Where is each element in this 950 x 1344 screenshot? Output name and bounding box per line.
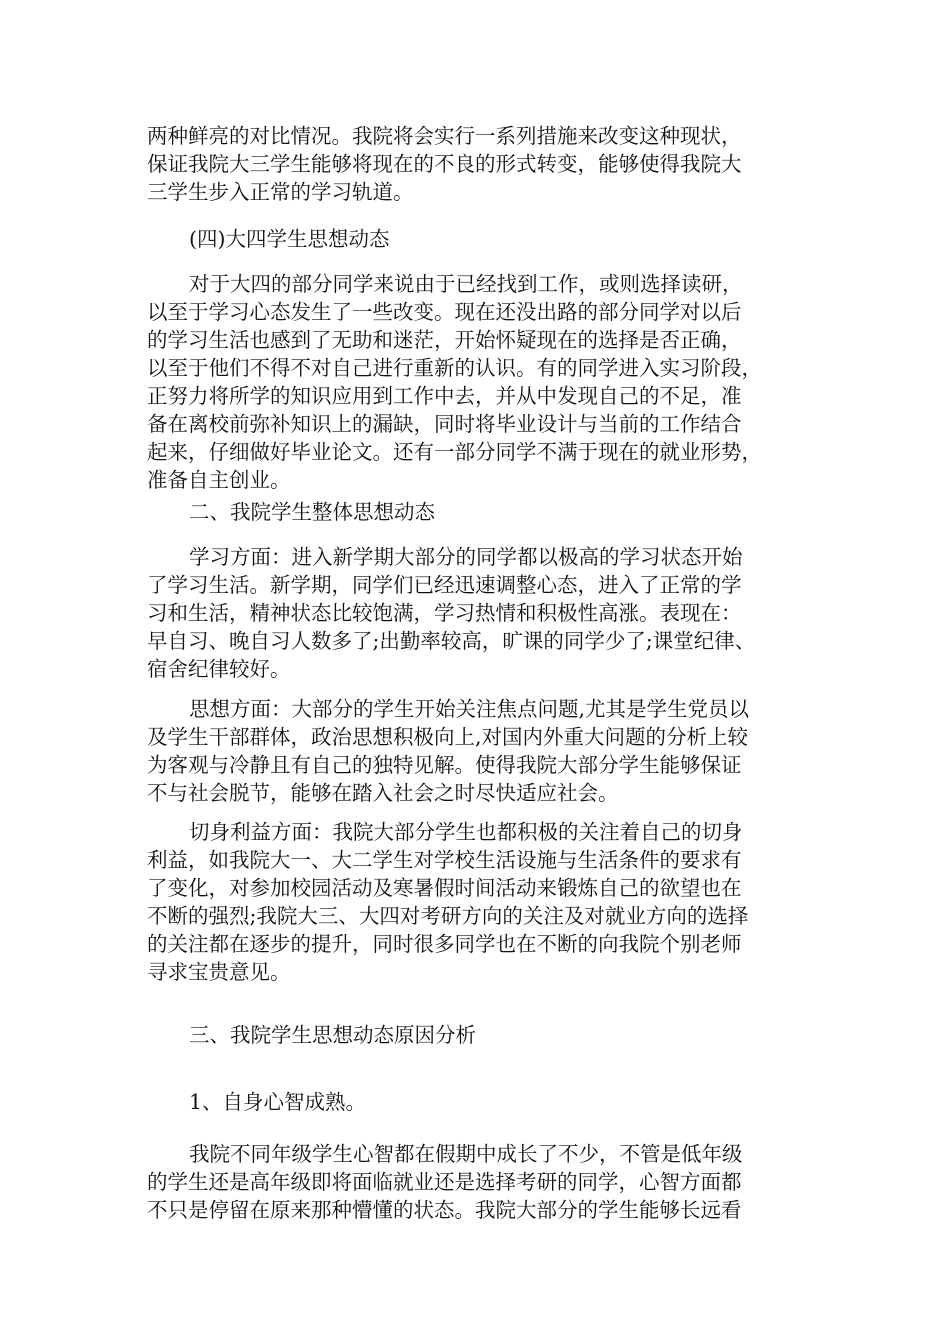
text-line: 为客观与冷静且有自己的独特见解。使得我院大部分学生能够保证 <box>147 753 742 777</box>
text-line <box>147 695 827 723</box>
text-line: 起来，仔细做好毕业论文。还有一部分同学不满于现在的就业形势， <box>147 440 762 464</box>
section-heading-cause-analysis: 三、我院学生思想动态原因分析 <box>189 1023 476 1047</box>
text-line <box>147 818 827 846</box>
text-line: 两种鲜亮的对比情况。我院将会实行一系列措施来改变这种现状， <box>147 124 742 148</box>
text-line: 保证我院大三学生能够将现在的不良的形式转变，能够使得我院大 <box>147 152 742 176</box>
text-line: 不与社会脱节，能够在踏入社会之时尽快适应社会。 <box>147 781 619 805</box>
text-line: 寻求宝贵意见。 <box>147 960 291 984</box>
paragraph-interests <box>147 818 827 986</box>
text-line-content: 我院不同年级学生心智都在假期中成长了不少，不管是低年级 <box>189 1142 743 1166</box>
text-line: 利益，如我院大一、大二学生对学校生活设施与生活条件的要求有 <box>147 848 742 872</box>
text-line: 不断的强烈;我院大三、大四对考研方向的关注及对就业方向的选择 <box>147 904 749 928</box>
section-heading-senior-students: (四)大四学生思想动态 <box>189 227 390 251</box>
text-line: 了变化，对参加校园活动及寒暑假时间活动来锻炼自己的欲望也在 <box>147 876 742 900</box>
text-line: 三学生步入正常的学习轨道。 <box>147 180 414 204</box>
paragraph-continuation <box>147 122 827 206</box>
text-line-content: 学习方面：进入新学期大部分的同学都以极高的学习状态开始 <box>189 545 743 569</box>
text-line: 准备自主创业。 <box>147 468 291 492</box>
paragraph-thought <box>147 695 827 807</box>
text-line: 及学生干部群体，政治思想积极向上,对国内外重大问题的分析上较 <box>147 725 749 749</box>
text-line <box>147 543 827 571</box>
text-line: 习和生活，精神状态比较饱满，学习热情和积极性高涨。表现在： <box>147 601 742 625</box>
section-heading-overall: 二、我院学生整体思想动态 <box>189 500 435 524</box>
text-line: 以至于他们不得不对自己进行重新的认识。有的同学进入实习阶段， <box>147 356 762 380</box>
text-line-content: 切身利益方面：我院大部分学生也都积极的关注着自己的切身 <box>189 820 743 844</box>
text-line: 正努力将所学的知识应用到工作中去，并从中发现自己的不足，准 <box>147 384 742 408</box>
text-line: 不只是停留在原来那种懵懂的状态。我院大部分的学生能够长远看 <box>147 1198 742 1222</box>
subsection-heading-maturity: 1、自身心智成熟。 <box>189 1090 367 1114</box>
text-line: 了学习生活。新学期，同学们已经迅速调整心态，进入了正常的学 <box>147 573 742 597</box>
text-line: 的关注都在逐步的提升，同时很多同学也在不断的向我院个别老师 <box>147 932 742 956</box>
paragraph-study <box>147 543 827 683</box>
text-line-content: 对于大四的部分同学来说由于已经找到工作，或则选择读研， <box>189 272 743 296</box>
text-line: 宿舍纪律较好。 <box>147 657 291 681</box>
text-line: 的学习生活也感到了无助和迷茫，开始怀疑现在的选择是否正确， <box>147 328 742 352</box>
text-line: 以至于学习心态发生了一些改变。现在还没出路的部分同学对以后 <box>147 300 742 324</box>
text-line: 早自习、晚自习人数多了;出勤率较高，旷课的同学少了;课堂纪律、 <box>147 629 756 653</box>
paragraph-senior-students <box>147 270 827 494</box>
paragraph-maturity <box>147 1140 827 1224</box>
text-line: 的学生还是高年级即将面临就业还是选择考研的同学，心智方面都 <box>147 1170 742 1194</box>
text-line-content: 思想方面：大部分的学生开始关注焦点问题,尤其是学生党员以 <box>189 697 750 721</box>
text-line: 备在离校前弥补知识上的漏缺，同时将毕业设计与当前的工作结合 <box>147 412 742 436</box>
text-line <box>147 1140 827 1168</box>
text-line <box>147 270 827 298</box>
